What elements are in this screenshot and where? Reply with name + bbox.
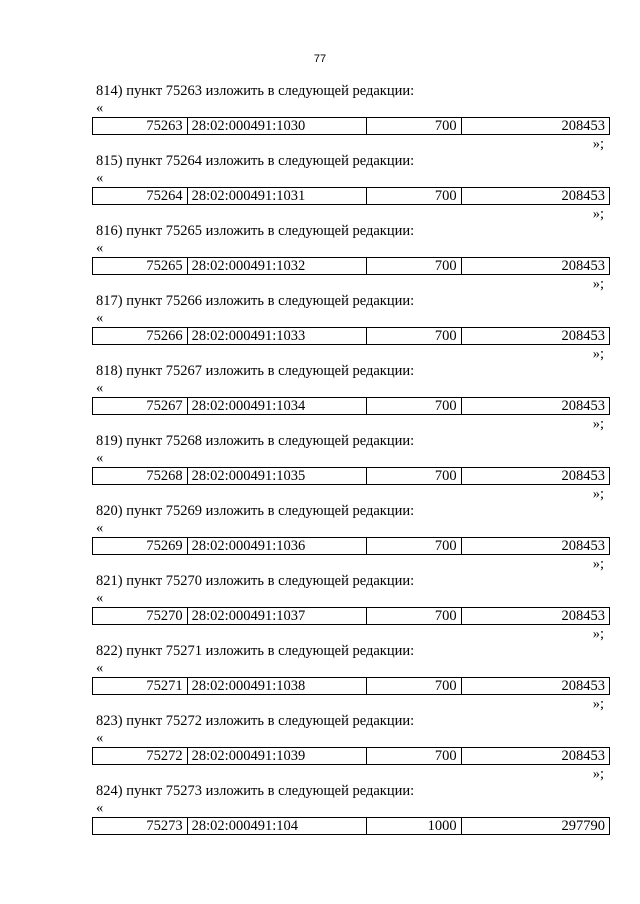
amendment-heading: 820) пункт 75269 изложить в следующей редакции: [96,503,415,519]
cell-cadastral-number: 28:02:000491:1031 [187,188,366,204]
amendment-entry [92,642,610,712]
cell-area: 700 [366,398,461,414]
amendments-list [92,82,610,852]
opening-quote: « [96,100,104,116]
cell-cost: 208453 [461,188,609,204]
closing-quote: »; [592,346,604,362]
amendment-heading: 822) пункт 75271 изложить в следующей редакции: [96,643,415,659]
cell-cadastral-number: 28:02:000491:1038 [187,678,366,694]
table-row [92,327,610,345]
amendment-entry [92,82,610,152]
table-row [92,397,610,415]
table-row [92,747,610,765]
amendment-entry [92,502,610,572]
cell-cadastral-number: 28:02:000491:104 [187,818,366,834]
opening-quote: « [96,730,104,746]
closing-quote: »; [592,136,604,152]
cell-item-number: 75263 [146,118,183,134]
cell-cadastral-number: 28:02:000491:1032 [187,258,366,274]
cell-area: 1000 [366,818,461,834]
closing-quote: »; [592,486,604,502]
amendment-entry [92,782,610,852]
opening-quote: « [96,310,104,326]
cell-cadastral-number: 28:02:000491:1034 [187,398,366,414]
closing-quote: »; [592,206,604,222]
cell-area: 700 [366,608,461,624]
cell-area: 700 [366,678,461,694]
cell-cadastral-number: 28:02:000491:1033 [187,328,366,344]
cell-area: 700 [366,538,461,554]
cell-item-number: 75264 [146,188,183,204]
amendment-entry [92,362,610,432]
cell-cadastral-number: 28:02:000491:1037 [187,608,366,624]
closing-quote: »; [592,556,604,572]
cell-item-number: 75272 [146,748,183,764]
cell-area: 700 [366,258,461,274]
cell-area: 700 [366,118,461,134]
amendment-heading: 821) пункт 75270 изложить в следующей редакции: [96,573,415,589]
cell-cost: 208453 [461,678,609,694]
table-row [92,817,610,835]
amendment-entry [92,152,610,222]
cell-cost: 208453 [461,468,609,484]
cell-cadastral-number: 28:02:000491:1036 [187,538,366,554]
amendment-heading: 816) пункт 75265 изложить в следующей редакции: [96,223,415,239]
opening-quote: « [96,170,104,186]
opening-quote: « [96,800,104,816]
cell-cadastral-number: 28:02:000491:1039 [187,748,366,764]
closing-quote: »; [592,626,604,642]
cell-item-number: 75265 [146,258,183,274]
amendment-heading: 817) пункт 75266 изложить в следующей редакции: [96,293,415,309]
cell-item-number: 75271 [146,678,183,694]
cell-cadastral-number: 28:02:000491:1035 [187,468,366,484]
amendment-entry [92,432,610,502]
table-row [92,677,610,695]
amendment-entry [92,292,610,362]
table-row [92,187,610,205]
amendment-heading: 818) пункт 75267 изложить в следующей редакции: [96,363,415,379]
cell-area: 700 [366,188,461,204]
table-row [92,607,610,625]
table-row [92,257,610,275]
cell-cost: 208453 [461,748,609,764]
opening-quote: « [96,240,104,256]
cell-area: 700 [366,468,461,484]
closing-quote: »; [592,766,604,782]
page-number: 77 [313,53,327,65]
cell-item-number: 75270 [146,608,183,624]
amendment-heading: 823) пункт 75272 изложить в следующей редакции: [96,713,415,729]
cell-cost: 208453 [461,538,609,554]
cell-item-number: 75266 [146,328,183,344]
cell-area: 700 [366,328,461,344]
opening-quote: « [96,520,104,536]
amendment-entry [92,222,610,292]
opening-quote: « [96,450,104,466]
table-row [92,117,610,135]
closing-quote: »; [592,276,604,292]
opening-quote: « [96,380,104,396]
amendment-entry [92,712,610,782]
closing-quote: »; [592,416,604,432]
cell-cost: 208453 [461,398,609,414]
table-row [92,467,610,485]
cell-item-number: 75269 [146,538,183,554]
cell-cost: 208453 [461,608,609,624]
cell-cost: 297790 [461,818,609,834]
opening-quote: « [96,660,104,676]
cell-cost: 208453 [461,328,609,344]
amendment-heading: 814) пункт 75263 изложить в следующей редакции: [96,83,415,99]
table-row [92,537,610,555]
cell-item-number: 75267 [146,398,183,414]
cell-item-number: 75273 [146,818,183,834]
cell-cadastral-number: 28:02:000491:1030 [187,118,366,134]
opening-quote: « [96,590,104,606]
cell-cost: 208453 [461,258,609,274]
cell-area: 700 [366,748,461,764]
amendment-entry [92,572,610,642]
cell-item-number: 75268 [146,468,183,484]
amendment-heading: 824) пункт 75273 изложить в следующей редакции: [96,783,415,799]
closing-quote: »; [592,696,604,712]
cell-cost: 208453 [461,118,609,134]
amendment-heading: 819) пункт 75268 изложить в следующей редакции: [96,433,415,449]
amendment-heading: 815) пункт 75264 изложить в следующей редакции: [96,153,415,169]
